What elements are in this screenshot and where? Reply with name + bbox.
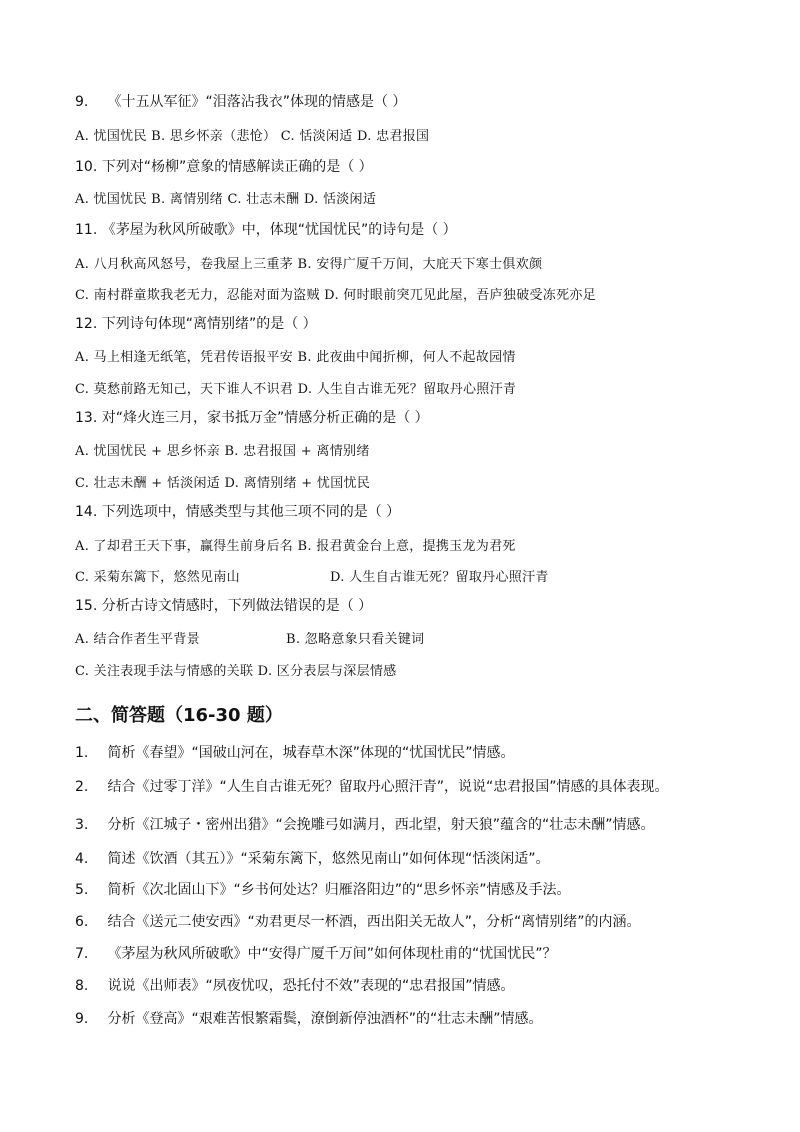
question-number: 15. bbox=[75, 598, 98, 614]
question-text: 《茅屋为秋风所破歌》中“安得广厦千万间”如何体现杜甫的“忧国忧民”？ bbox=[107, 946, 557, 962]
question-12 bbox=[75, 314, 317, 334]
question-text: 分析《登高》“艰难苦恨繁霜鬓，潦倒新停浊酒杯”的“壮志未酬”情感。 bbox=[107, 1011, 543, 1027]
question-15-options-cd: C. 关注表现手法与情感的关联 D. 区分表层与深层情感 bbox=[75, 664, 397, 679]
question-text: 《十五从军征》“泪落沾我衣”体现的情感是（ ） bbox=[107, 94, 407, 110]
question-15 bbox=[75, 596, 372, 616]
question-number: 1. bbox=[75, 745, 89, 761]
question-number: 9. bbox=[75, 1011, 89, 1027]
question-text: 下列诗句体现“离情别绪”的是（ ） bbox=[101, 316, 317, 332]
question-number: 13. bbox=[75, 410, 98, 426]
question-text: 简析《次北固山下》“乡书何处达？归雁洛阳边”的“思乡怀亲”情感及手法。 bbox=[107, 882, 571, 898]
question-number: 11. bbox=[75, 222, 98, 238]
short-answer-5 bbox=[75, 880, 570, 900]
short-answer-9 bbox=[75, 1009, 542, 1029]
question-15-option-b: B. 忽略意象只看关键词 bbox=[286, 632, 425, 647]
question-15-option-a: A. 结合作者生平背景 bbox=[75, 632, 200, 647]
short-answer-3 bbox=[75, 815, 654, 835]
section-title: 二、简答题（16-30 题） bbox=[75, 705, 283, 726]
question-number: 9. bbox=[75, 94, 89, 110]
question-text: 对“烽火连三月，家书抵万金”情感分析正确的是（ ） bbox=[101, 410, 429, 426]
question-11 bbox=[75, 220, 457, 240]
question-number: 10. bbox=[75, 159, 98, 175]
short-answer-7 bbox=[75, 944, 556, 964]
question-number: 7. bbox=[75, 946, 89, 962]
question-text: 简述《饮酒（其五）》“采菊东篱下，悠然见南山”如何体现“恬淡闲适”。 bbox=[107, 851, 550, 867]
question-11-options-cd: C. 南村群童欺我老无力，忍能对面为盗贼 D. 何时眼前突兀见此屋，吾庐独破受冻死亦足 bbox=[75, 288, 597, 303]
question-14 bbox=[75, 502, 400, 522]
question-text: 说说《出师表》“夙夜忧叹，恐托付不效”表现的“忠君报国”情感。 bbox=[107, 978, 515, 994]
question-number: 3. bbox=[75, 817, 89, 833]
question-number: 8. bbox=[75, 978, 89, 994]
question-10 bbox=[75, 157, 373, 177]
question-number: 5. bbox=[75, 882, 89, 898]
question-number: 2. bbox=[75, 779, 89, 795]
question-number: 12. bbox=[75, 316, 98, 332]
question-text: 分析古诗文情感时，下列做法错误的是（ ） bbox=[101, 598, 373, 614]
question-text: 结合《送元二使安西》“劝君更尽一杯酒，西出阳关无故人”，分析“离情别绪”的内涵。 bbox=[107, 914, 641, 930]
question-number: 14. bbox=[75, 504, 98, 520]
question-13-options-ab: A. 忧国忧民 + 思乡怀亲 B. 忠君报国 + 离情别绪 bbox=[75, 444, 370, 459]
question-9 bbox=[75, 92, 406, 112]
question-number: 6. bbox=[75, 914, 89, 930]
question-text: 分析《江城子・密州出猎》“会挽雕弓如满月，西北望，射天狼”蕴含的“壮志未酬”情感。 bbox=[107, 817, 655, 833]
short-answer-6 bbox=[75, 912, 640, 932]
short-answer-2 bbox=[75, 777, 668, 797]
question-text: 结合《过零丁洋》“人生自古谁无死？留取丹心照汗青”，说说“忠君报国”情感的具体表现。 bbox=[107, 779, 669, 795]
question-text: 下列对“杨柳”意象的情感解读正确的是（ ） bbox=[101, 159, 373, 175]
question-13-options-cd: C. 壮志未酬 + 恬淡闲适 D. 离情别绪 + 忧国忧民 bbox=[75, 476, 371, 491]
question-text: 简析《春望》“国破山河在，城春草木深”体现的“忧国忧民”情感。 bbox=[107, 745, 515, 761]
question-9-options: A. 忧国忧民 B. 思乡怀亲（悲怆） C. 恬淡闲适 D. 忠君报国 bbox=[75, 129, 430, 144]
question-13 bbox=[75, 408, 429, 428]
short-answer-1 bbox=[75, 743, 514, 763]
question-14-option-d: D. 人生自古谁无死？留取丹心照汗青 bbox=[330, 570, 549, 585]
question-14-option-c: C. 采菊东篱下，悠然见南山 bbox=[75, 570, 240, 585]
question-11-options-ab: A. 八月秋高风怒号，卷我屋上三重茅 B. 安得广厦千万间，大庇天下寒士俱欢颜 bbox=[75, 257, 543, 272]
question-12-options-cd: C. 莫愁前路无知己，天下谁人不识君 D. 人生自古谁无死？留取丹心照汗青 bbox=[75, 382, 517, 397]
question-12-options-ab: A. 马上相逢无纸笔，凭君传语报平安 B. 此夜曲中闻折柳，何人不起故园情 bbox=[75, 350, 516, 365]
short-answer-8 bbox=[75, 976, 514, 996]
question-text: 下列选项中，情感类型与其他三项不同的是（ ） bbox=[101, 504, 401, 520]
question-14-options-ab: A. 了却君王天下事，赢得生前身后名 B. 报君黄金台上意，提携玉龙为君死 bbox=[75, 539, 516, 554]
question-text: 《茅屋为秋风所破歌》中，体现“忧国忧民”的诗句是（ ） bbox=[101, 222, 457, 238]
question-10-options: A. 忧国忧民 B. 离情别绪 C. 壮志未酬 D. 恬淡闲适 bbox=[75, 192, 377, 207]
short-answer-4 bbox=[75, 849, 549, 869]
question-number: 4. bbox=[75, 851, 89, 867]
